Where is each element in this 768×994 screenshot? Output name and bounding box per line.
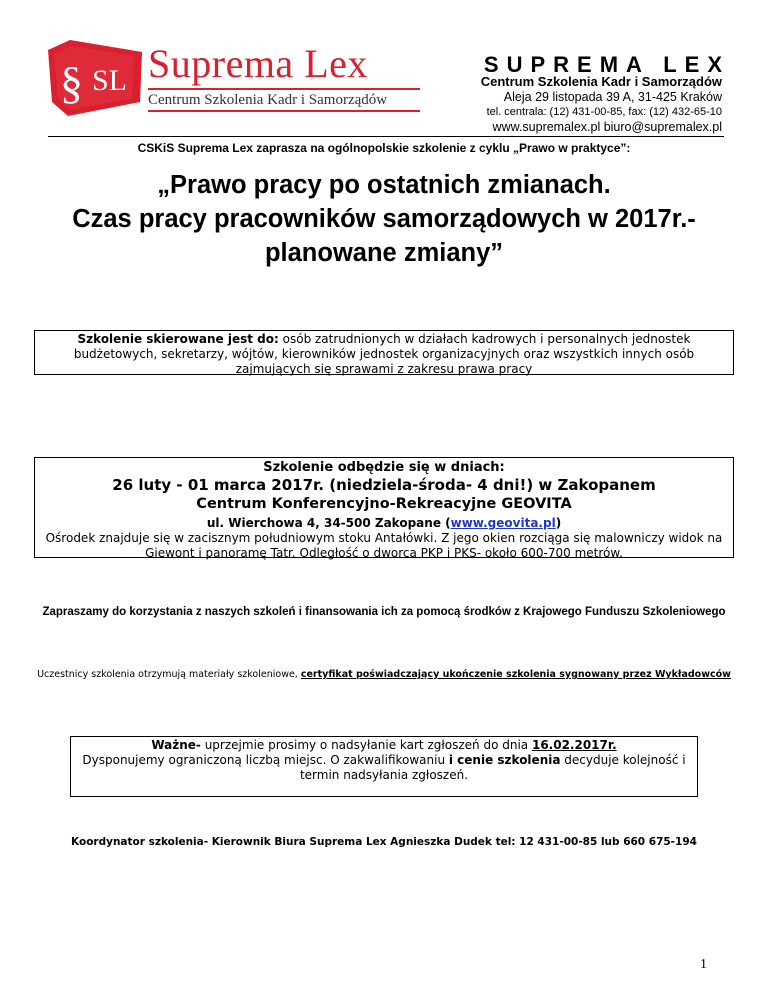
- venue-heading: Szkolenie odbędzie się w dniach:: [263, 460, 505, 475]
- svg-text:§: §: [60, 57, 83, 108]
- audience-box: [34, 330, 734, 375]
- header-phone: tel. centrala: (12) 431-00-85, fax: (12) 432-65-10: [486, 106, 722, 118]
- header-organization: Centrum Szkolenia Kadr i Samorządów: [480, 74, 722, 89]
- title-line: planowane zmiany”: [264, 239, 504, 267]
- invitation-line: CSKiS Suprema Lex zaprasza na ogólnopolskie szkolenie z cyklu „Prawo w praktyce”:: [137, 141, 631, 155]
- certificate-text: Uczestnicy szkolenia otrzymują materiały szkoleniowe,: [37, 669, 301, 680]
- page-number: 1: [700, 957, 707, 972]
- title-line: Czas pracy pracowników samorządowych w 2017r.-: [72, 205, 696, 233]
- brand-name: Suprema Lex: [148, 41, 368, 86]
- important-label: Ważne-: [151, 738, 201, 752]
- header-address: Aleja 29 listopada 39 A, 31-425 Kraków: [503, 90, 722, 104]
- header-title: SUPREMA LEX: [483, 52, 730, 77]
- certificate-note: [0, 669, 768, 680]
- important-deadline: 16.02.2017r.: [531, 738, 617, 752]
- venue-center: Centrum Konferencyjno-Rekreacyjne GEOVITA: [196, 496, 572, 512]
- title-line: „Prawo pracy po ostatnich zmianach.: [157, 171, 611, 199]
- venue-website-link[interactable]: www.geovita.pl: [450, 516, 556, 530]
- venue-dates: 26 luty - 01 marca 2017r. (niedziela-środa- 4 dni!) w Zakopanem: [112, 476, 656, 494]
- audience-text: osób zatrudnionych w działach kadrowych i personalnych jednostek budżetowych, sekretarzy, wójtów, kierowników jednostek organizacyjnych oraz wszystkich innych osób zajmujących się sprawami z zakresu prawa pracy: [73, 332, 695, 376]
- header-web-email: www.supremalex.pl biuro@supremalex.pl: [492, 120, 722, 134]
- brand-rule: [148, 110, 420, 112]
- logo-monogram: SL: [92, 64, 128, 97]
- important-text-3: decyduje kolejność i termin nadsyłania zgłoszeń.: [299, 753, 686, 782]
- training-title: [40, 168, 728, 270]
- coordinator-line: Koordynator szkolenia- Kierownik Biura Suprema Lex Agnieszka Dudek tel: 12 431-00-85 lub 660 675-194: [71, 836, 697, 848]
- important-text: uprzejmie prosimy o nadsyłanie kart zgłoszeń do dnia: [200, 738, 532, 752]
- important-bold: i cenie szkolenia: [448, 753, 561, 767]
- important-line-1: [71, 738, 697, 753]
- header-divider: [48, 136, 724, 137]
- suprema-lex-logo-icon: [48, 40, 142, 116]
- financing-note: Zapraszamy do korzystania z naszych szkoleń i finansowania ich za pomocą środków z Krajowego Funduszu Szkoleniowego: [42, 606, 726, 618]
- venue-address: [35, 516, 733, 531]
- certificate-underlined: certyfikat poświadczający ukończenie szkolenia sygnowany przez Wykładowców: [300, 669, 731, 680]
- important-text-2: Dysponujemy ograniczoną liczbą miejsc. O zakwalifikowaniu: [82, 753, 449, 767]
- important-line-2: [71, 753, 697, 783]
- brand-subtitle: Centrum Szkolenia Kadr i Samorządów: [148, 92, 388, 108]
- important-box: [70, 736, 698, 797]
- brand-rule: [148, 88, 420, 90]
- venue-address-close: ): [555, 516, 562, 530]
- audience-label: Szkolenie skierowane jest do:: [77, 332, 279, 346]
- venue-address-text: ul. Wierchowa 4, 34-500 Zakopane (: [206, 516, 451, 530]
- venue-box: [34, 457, 734, 558]
- venue-description: Ośrodek znajduje się w zacisznym południowym stoku Antałówki. Z jego okien rozciąga się malowniczy widok na Giewont i panoramę Tatr. Odległość o dworca PKP i PKS- około 600-700 metrów.: [45, 531, 723, 560]
